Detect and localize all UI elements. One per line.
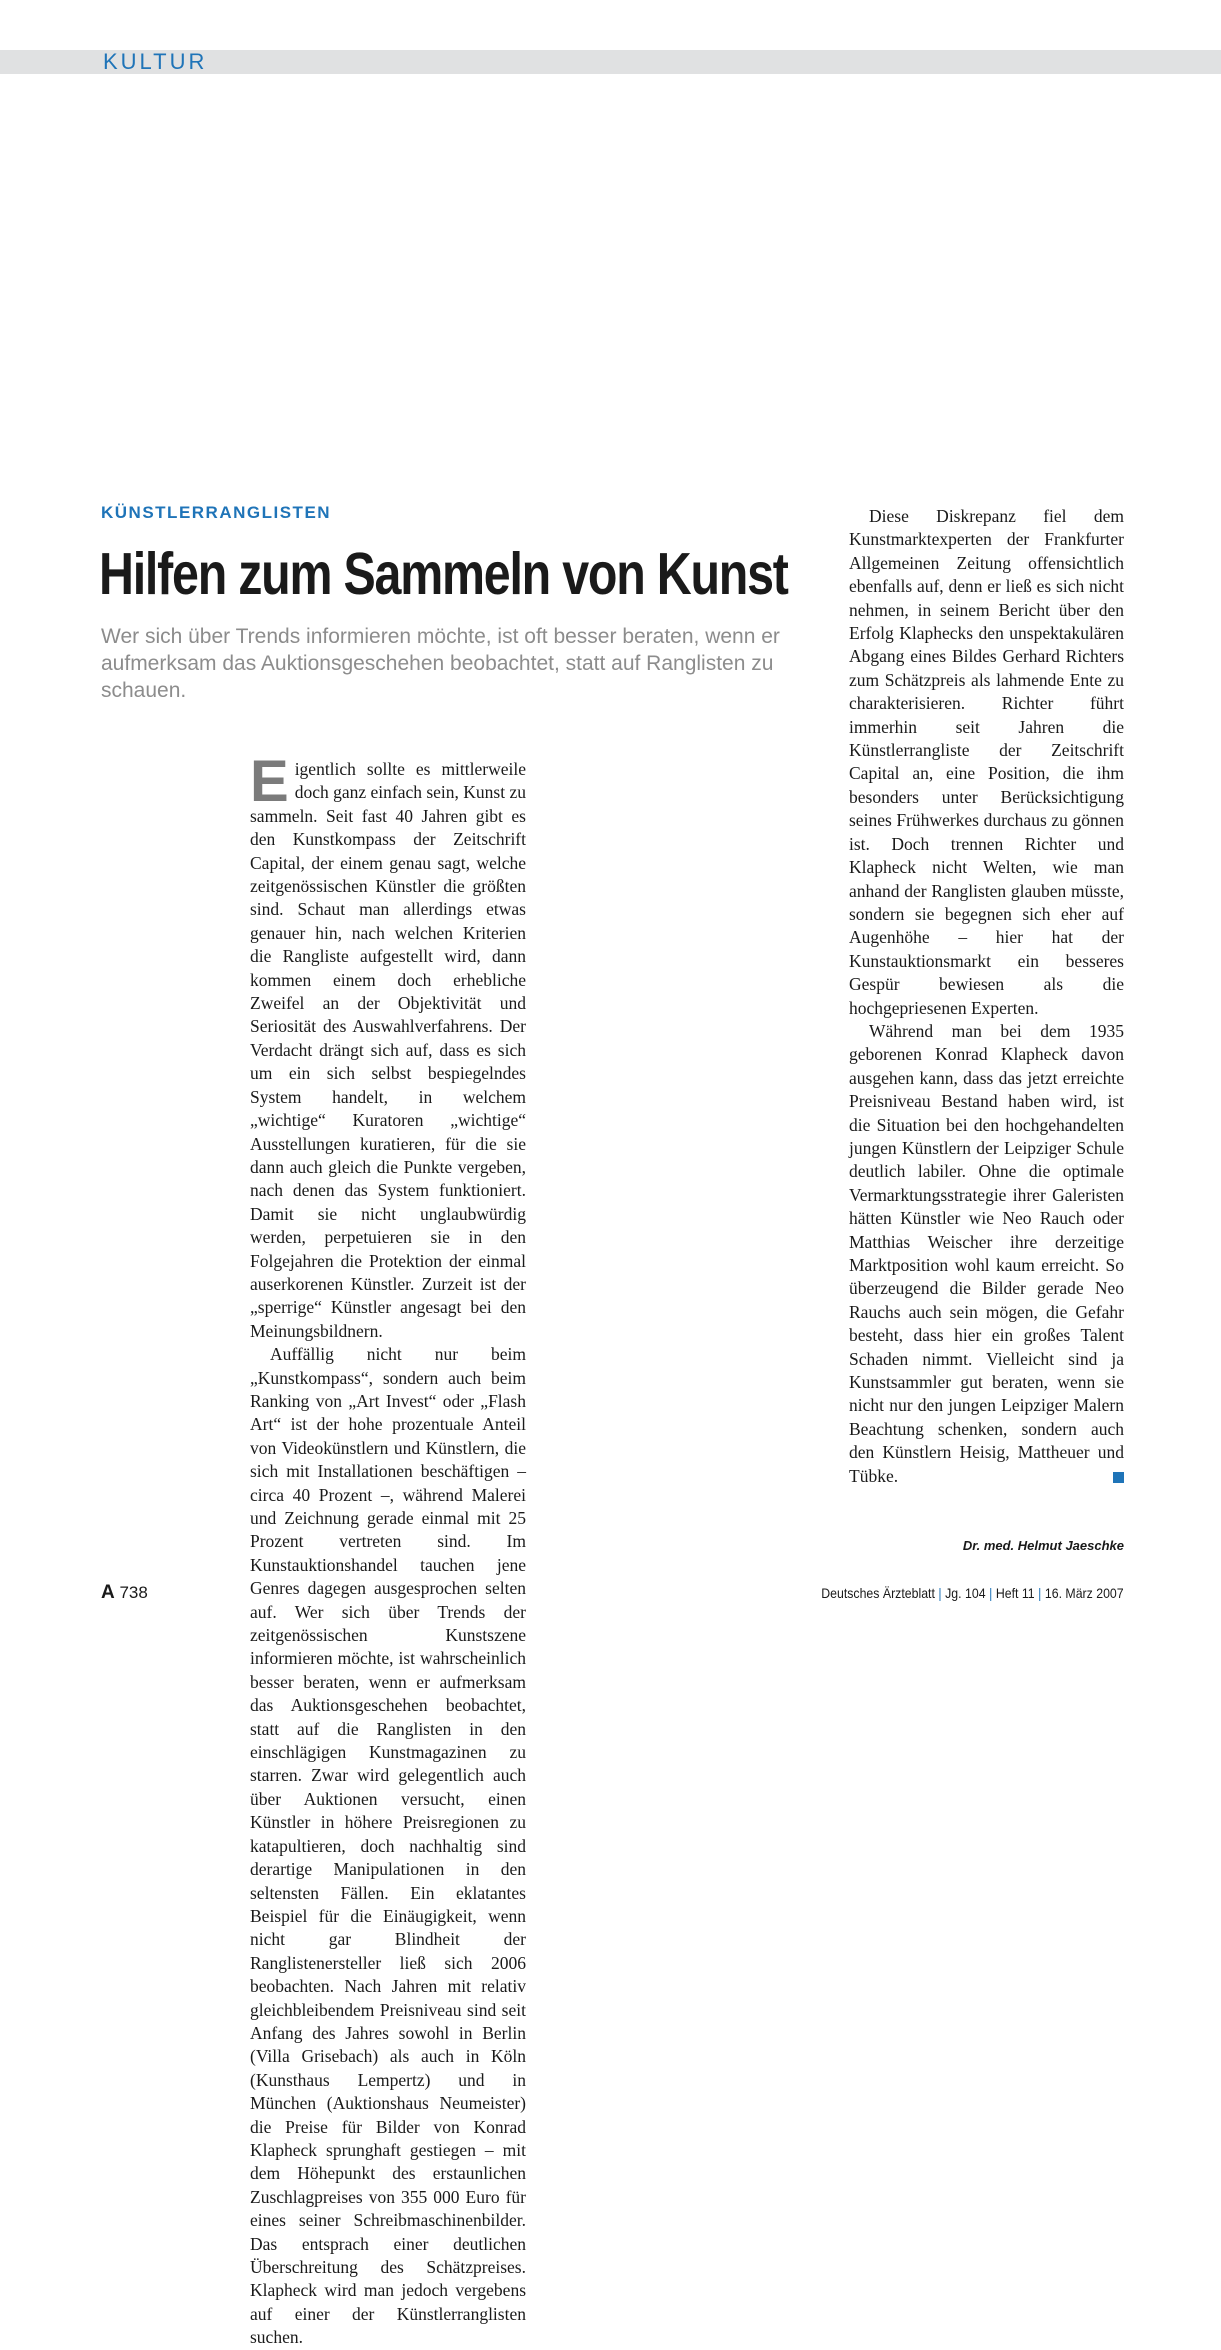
page-number-value: 738	[119, 1583, 148, 1602]
author-byline: Dr. med. Helmut Jaeschke	[962, 1538, 1124, 1553]
volume: Jg. 104	[945, 1585, 986, 1601]
drop-cap: E	[250, 749, 289, 814]
journal-name: Deutsches Ärzteblatt	[821, 1585, 936, 1601]
separator: |	[1038, 1585, 1042, 1601]
end-mark-icon	[1113, 1472, 1124, 1483]
issue-date: 16. März 2007	[1045, 1585, 1124, 1601]
article-title: Hilfen zum Sammeln von Kunst	[99, 541, 788, 607]
paragraph: Auffällig nicht nur beim „Kunstkompass“, sondern auch beim Ranking von „Art Invest“ oder „Flash Art“ ist der hohe prozentuale Anteil von Videokünstlern und Künstlern, die sich mit Installationen beschäftigen – circa 40 Prozent –, während Malerei und Zeichnung gerade einmal mit 25 Prozent vertreten sind. Im Kunstauktionshandel tauchen jene Genres dagegen ausgesprochen selten auf. Wer sich über Trends der zeitgenössischen Kunstszene informieren möchte, ist wahrscheinlich besser beraten, wenn er aufmerksam das Auktionsgeschehen beobachtet, statt auf die Ranglisten in den einschlägigen Kunstmagazinen zu starren. Zwar wird gelegentlich auch über Auktionen versucht, einen Künstler in höhere Preisregionen zu katapultieren, doch nachhaltig sind derartige Manipulationen in den seltensten Fällen. Ein eklatantes Beispiel für die Einäugigkeit, wenn nicht gar Blindheit der Ranglistenersteller ließ sich 2006 beobachten. Nach Jahren mit relativ gleichbleibendem Preisniveau sind seit Anfang des Jahres sowohl in Berlin (Villa Grisebach) als auch in Köln (Kunsthaus Lempertz) und in München (Auktionshaus Neumeister) die Preise für Bilder von Konrad Klapheck sprunghaft gestiegen – mit dem Höhepunkt des erstaunlichen Zuschlagpreises von 355 000 Euro für eines seiner Schreibmaschinenbilder. Das entsprach einer deutlichen Überschreitung des Schätzpreises. Klapheck wird man jedoch vergebens auf einer der Künstlerranglisten suchen.	[250, 1344, 526, 2348]
article-lead: Wer sich über Trends informieren möchte, ist oft besser beraten, wenn er aufmerksam das Auktionsgeschehen beobachtet, statt auf Ranglisten zu schauen.	[101, 625, 780, 702]
article-column-1	[250, 749, 526, 2350]
paragraph-text: igentlich sollte es mittlerweile doch ganz einfach sein, Kunst zu sammeln. Seit fast 40 Jahren gibt es den Kunstkompass der Zeitschrift Capital, der einem genau sagt, welche zeitgenössischen Künstler die größten sind. Schaut man allerdings etwas genauer hin, nach welchen Kriterien die Rangliste aufgestellt wird, dann kommen einem doch erhebliche Zweifel an der Objektivität und Seriosität des Auswahlverfahrens. Der Verdacht drängt sich auf, dass es sich um ein sich selbst bespiegelndes System handelt, in welchem „wichtige“ Kuratoren „wichtige“ Ausstellungen kuratieren, für die sie dann auch gleich die Punkte vergeben, nach denen das System funktioniert. Damit sie nicht unglaubwürdig werden, perpetuieren sie in den Folgejahren die Protektion der einmal auserkorenen Künstler. Zurzeit ist der „sperrige“ Künstler angesagt bei den Meinungsbildnern.	[250, 759, 526, 1341]
article-column-3	[849, 505, 1124, 1488]
paragraph: Diese Diskrepanz fiel dem Kunstmarktexperten der Frankfurter Allgemeinen Zeitung offensichtlich ebenfalls auf, denn er ließ es sich nicht nehmen, in seinem Bericht über den Erfolg Klaphecks den unspektakulären Abgang eines Bildes Gerhard Richters zum Schätzpreis als lahmende Ente zu charakterisieren. Richter führt immerhin seit Jahren die Künstlerrangliste der Zeitschrift Capital an, eine Position, die ihm besonders unter Berücksichtigung seines Frühwerkes durchaus zu gönnen ist. Doch trennen Richter und Klapheck nicht Welten, wie man anhand der Ranglisten glauben müsste, sondern sie begegnen sich eher auf Augenhöhe – hier hat der Kunstauktionsmarkt ein besseres Gespür bewiesen als die hochgepriesenen Experten.	[849, 506, 1124, 1018]
separator: |	[938, 1585, 942, 1601]
paragraph	[849, 1020, 1124, 1488]
section-label: KULTUR	[103, 49, 208, 74]
footer-info	[822, 1585, 1124, 1601]
separator: |	[989, 1585, 993, 1601]
article-kicker: KÜNSTLERRANGLISTEN	[101, 503, 332, 522]
page-number	[101, 1582, 148, 1604]
issue: Heft 11	[996, 1585, 1035, 1601]
paragraph-text: Während man bei dem 1935 geborenen Konrad Klapheck davon ausgehen kann, dass das jetzt erreichte Preisniveau Bestand haben wird, ist die Situation bei den hochgehandelten jungen Künstlern der Leipziger Schule deutlich labiler. Ohne die optimale Vermarktungsstrategie ihrer Galeristen hätten Künstler wie Neo Rauch oder Matthias Weischer ihre derzeitige Marktposition wohl kaum erreicht. So überzeugend die Bilder gerade Neo Rauchs auch sein mögen, die Gefahr besteht, dass hier ein großes Talent Schaden nimmt. Vielleicht sind ja Kunstsammler gut beraten, wenn sie nicht nur den jungen Leipziger Malern Beachtung schenken, sondern auch den Künstlern Heisig, Mattheuer und Tübke.	[849, 1020, 1124, 1486]
page-prefix: A	[101, 1582, 115, 1603]
paragraph	[250, 749, 526, 1343]
